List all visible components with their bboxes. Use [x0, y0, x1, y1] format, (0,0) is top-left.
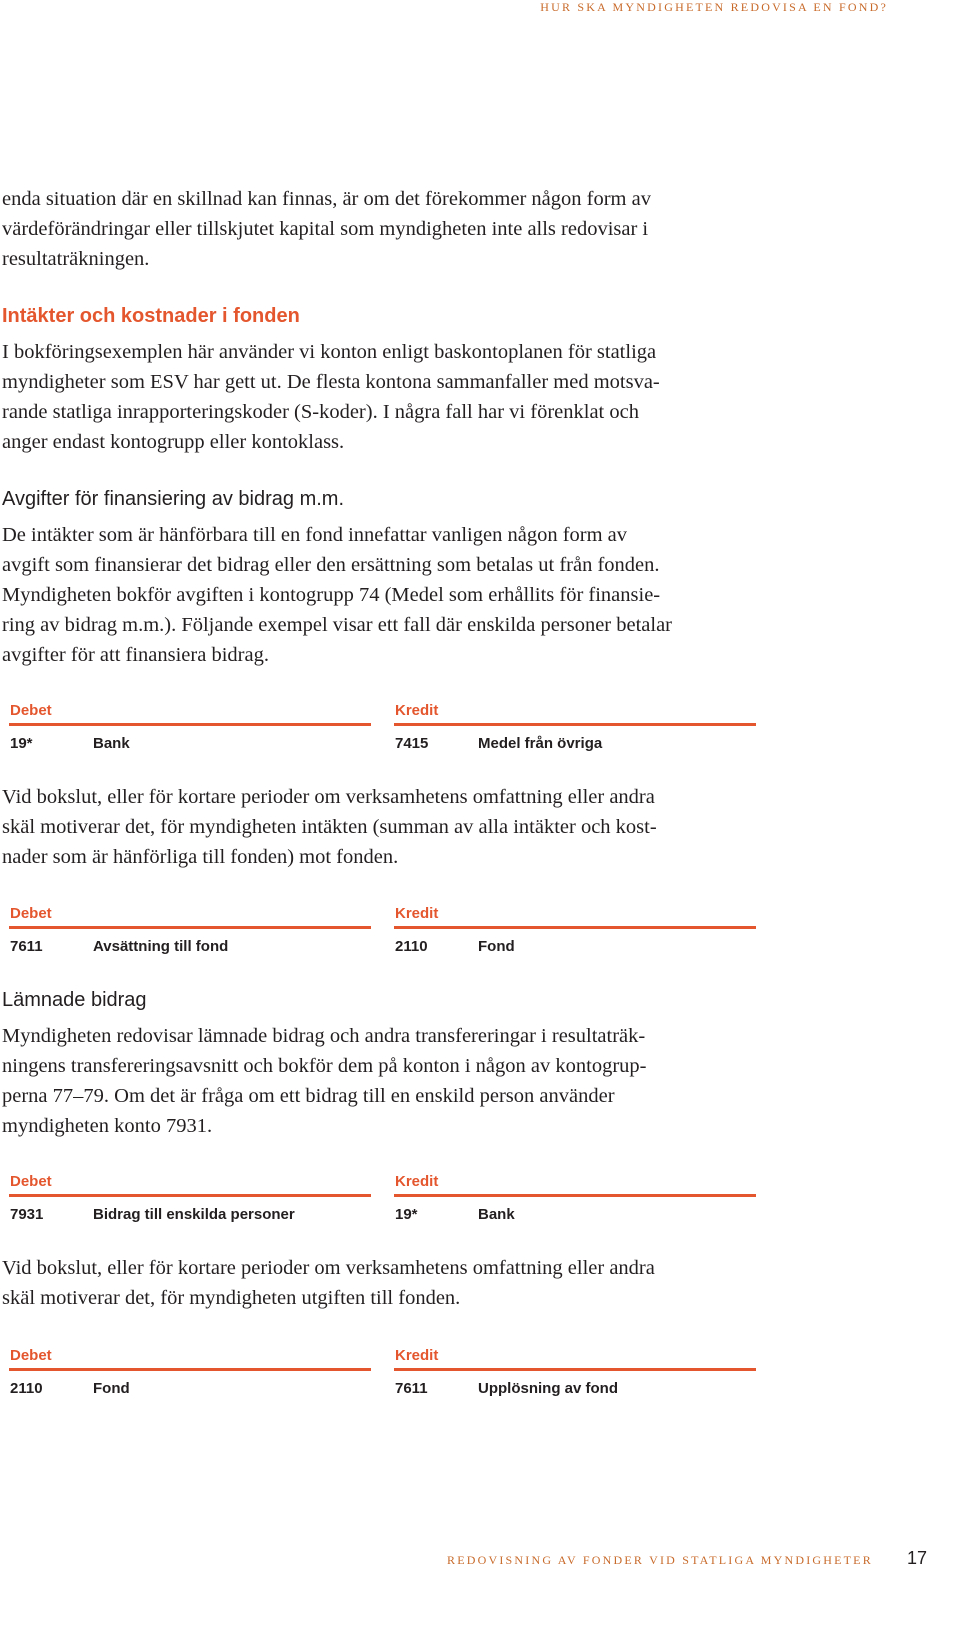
account-row — [9, 1205, 371, 1225]
divider — [9, 1194, 371, 1197]
debet-label: Debet — [10, 1173, 52, 1190]
kredit-column — [394, 1172, 756, 1225]
divider — [394, 926, 756, 929]
text-line: perna 77–79. Om det är fråga om ett bidrag till en enskild person använder — [2, 1085, 615, 1107]
text-line: myndigheten konto 7931. — [2, 1115, 213, 1137]
account-row — [394, 1379, 756, 1399]
text-line: Vid bokslut, eller för kortare perioder om verksamhetens omfattning eller andra — [2, 786, 655, 808]
booking-entry — [0, 904, 770, 964]
account-row — [9, 1379, 371, 1399]
debet-column — [9, 1346, 371, 1399]
text-line: Myndigheten redovisar lämnade bidrag och andra transfereringar i resultaträk- — [2, 1025, 646, 1047]
divider — [9, 723, 371, 726]
account-name: Medel från övriga — [478, 735, 603, 752]
debet-label: Debet — [10, 1347, 52, 1364]
subsection-heading: Avgifter för finansiering av bidrag m.m. — [2, 488, 345, 510]
account-name: Avsättning till fond — [93, 938, 229, 955]
running-head: HUR SKA MYNDIGHETEN REDOVISA EN FOND? — [540, 0, 888, 14]
running-footer: REDOVISNING AV FONDER VID STATLIGA MYNDIGHETER — [447, 1553, 873, 1567]
booking-entry — [0, 1346, 770, 1406]
account-name: Bank — [478, 1206, 515, 1223]
text-line: avgifter för att finansiera bidrag. — [2, 644, 269, 666]
account-name: Bidrag till enskilda personer — [93, 1206, 295, 1223]
section-heading: Intäkter och kostnader i fonden — [2, 305, 300, 327]
account-number: 7611 — [10, 938, 43, 955]
text-line: nader som är hänförliga till fonden) mot fonden. — [2, 846, 399, 868]
bokslut-paragraph-intakt — [2, 782, 762, 872]
kredit-column — [394, 904, 756, 957]
text-line: ring av bidrag m.m.). Följande exempel visar ett fall där enskilda personer betalar — [2, 614, 673, 636]
account-number: 7931 — [10, 1206, 44, 1223]
divider — [394, 723, 756, 726]
section-intakter-kostnader — [2, 301, 762, 457]
account-number: 2110 — [10, 1380, 43, 1397]
debet-column — [9, 701, 371, 754]
account-number: 7415 — [395, 735, 429, 752]
intro-paragraph — [2, 184, 762, 274]
kredit-label: Kredit — [395, 702, 439, 719]
text-line: resultaträkningen. — [2, 248, 150, 270]
account-number: 19* — [10, 735, 33, 752]
text-line: skäl motiverar det, för myndigheten utgiften till fonden. — [2, 1287, 461, 1309]
booking-entry — [0, 1172, 770, 1232]
account-name: Fond — [478, 938, 515, 955]
account-number: 7611 — [395, 1380, 428, 1397]
divider — [394, 1194, 756, 1197]
debet-label: Debet — [10, 905, 52, 922]
debet-column — [9, 1172, 371, 1225]
kredit-column — [394, 1346, 756, 1399]
section-lamnade-bidrag — [2, 985, 762, 1141]
account-number: 19* — [395, 1206, 418, 1223]
account-name: Upplösning av fond — [478, 1380, 618, 1397]
text-line: anger endast kontogrupp eller kontoklass. — [2, 431, 345, 453]
text-line: värdeförändringar eller tillskjutet kapital som myndigheten inte alls redovisar i — [2, 218, 649, 240]
text-line: Myndigheten bokför avgiften i kontogrupp 74 (Medel som erhållits för finansie- — [2, 584, 661, 606]
account-number: 2110 — [395, 938, 428, 955]
text-line: skäl motiverar det, för myndigheten intäkten (summan av alla intäkter och kost- — [2, 816, 657, 838]
booking-entry — [0, 701, 770, 761]
text-line: avgift som finansierar det bidrag eller den ersättning som betalas ut från fonden. — [2, 554, 660, 576]
divider — [394, 1368, 756, 1371]
kredit-column — [394, 701, 756, 754]
text-line: De intäkter som är hänförbara till en fond innefattar vanligen någon form av — [2, 524, 628, 546]
text-line: myndigheter som ESV har gett ut. De flesta kontona sammanfaller med motsva- — [2, 371, 660, 393]
account-row — [394, 937, 756, 957]
text-line: rande statliga inrapporteringskoder (S-koder). I några fall har vi förenklat och — [2, 401, 639, 423]
kredit-label: Kredit — [395, 905, 439, 922]
divider — [9, 1368, 371, 1371]
page-number: 17 — [907, 1548, 928, 1568]
kredit-label: Kredit — [395, 1173, 439, 1190]
text-line: ningens transfereringsavsnitt och bokför dem på konton i någon av kontogrup- — [2, 1055, 647, 1077]
kredit-label: Kredit — [395, 1347, 439, 1364]
text-line: enda situation där en skillnad kan finnas, är om det förekommer någon form av — [2, 188, 651, 210]
debet-column — [9, 904, 371, 957]
bokslut-paragraph-utgift — [2, 1253, 762, 1313]
section-avgifter — [2, 484, 762, 670]
debet-label: Debet — [10, 702, 52, 719]
account-row — [9, 937, 371, 957]
account-name: Fond — [93, 1380, 130, 1397]
subsection-heading: Lämnade bidrag — [2, 989, 147, 1011]
divider — [9, 926, 371, 929]
account-row — [394, 734, 756, 754]
account-name: Bank — [93, 735, 130, 752]
text-line: I bokföringsexemplen här använder vi konton enligt baskontoplanen för statliga — [2, 341, 657, 363]
account-row — [394, 1205, 756, 1225]
text-line: Vid bokslut, eller för kortare perioder om verksamhetens omfattning eller andra — [2, 1257, 655, 1279]
account-row — [9, 734, 371, 754]
